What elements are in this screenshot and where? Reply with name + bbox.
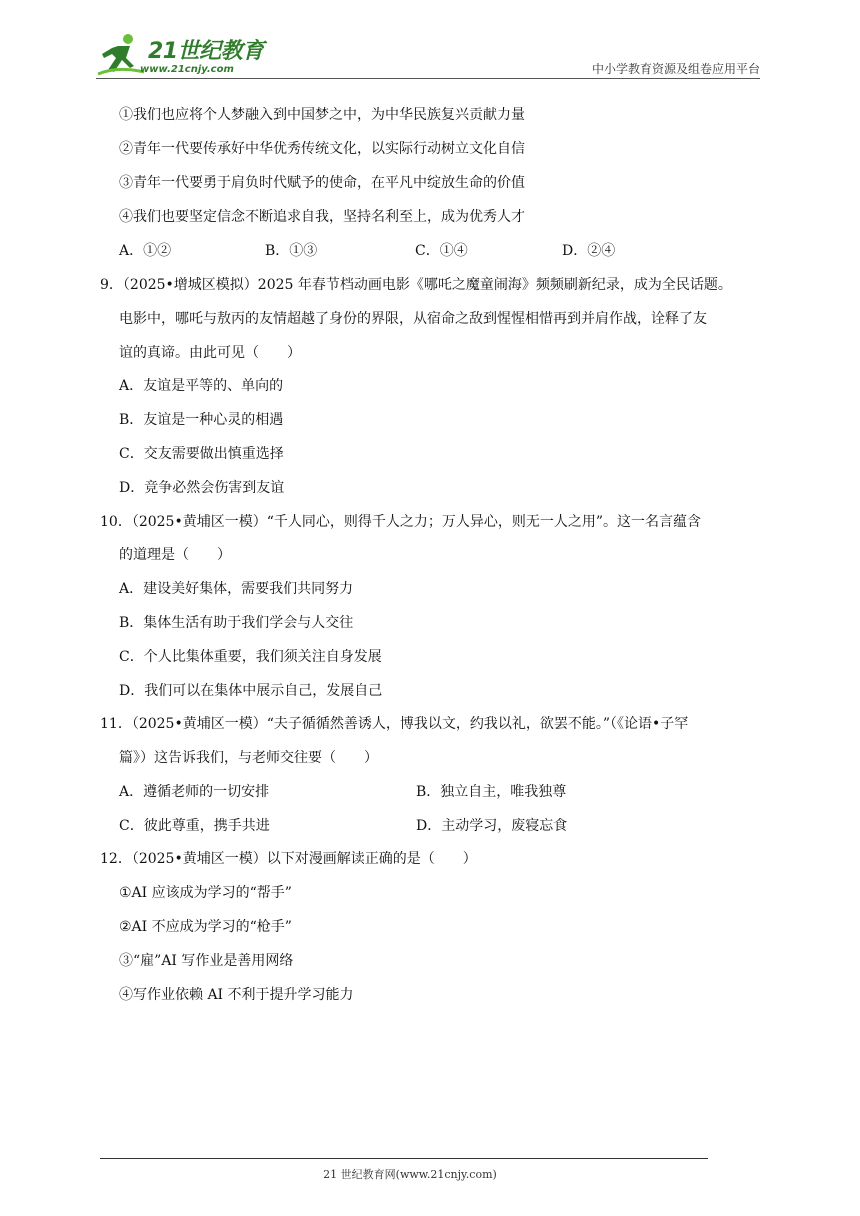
q12-statement-4: ④写作业依赖 AI 不利于提升学习能力 — [119, 987, 354, 1003]
q8-statement-1: ①我们也应将个人梦融入到中国梦之中，为中华民族复兴贡献力量 — [119, 107, 525, 123]
q8-option-d[interactable]: D．②④ — [562, 243, 616, 259]
footer-divider — [100, 1158, 708, 1159]
q8-option-b[interactable]: B．①③ — [265, 243, 318, 259]
q8-statement-3: ③青年一代要勇于肩负时代赋予的使命，在平凡中绽放生命的价值 — [119, 175, 525, 191]
platform-name: 中小学教育资源及组卷应用平台 — [591, 62, 760, 76]
q10-option-c[interactable]: C．个人比集体重要，我们须关注自身发展 — [119, 649, 382, 665]
q10-option-d[interactable]: D．我们可以在集体中展示自己，发展自己 — [119, 683, 383, 699]
header-divider — [96, 78, 760, 79]
q9-stem-line-3: 谊的真谛。由此可见（ ） — [119, 345, 301, 361]
q10-option-b[interactable]: B．集体生活有助于我们学会与人交往 — [119, 615, 354, 631]
q10-stem-line-2: 的道理是（ ） — [119, 547, 231, 563]
q11-option-a[interactable]: A．遵循老师的一切安排 — [119, 784, 270, 800]
site-logo — [96, 32, 266, 80]
q10-option-a[interactable]: A．建设美好集体，需要我们共同努力 — [119, 581, 354, 597]
q9-option-a[interactable]: A．友谊是平等的、单向的 — [119, 378, 284, 394]
q10-stem-line-1: 10．（2025•黄埔区一模）“千人同心，则得千人之力；万人异心，则无一人之用”。这一名言蕴含 — [100, 514, 702, 530]
q9-option-b[interactable]: B．友谊是一种心灵的相遇 — [119, 412, 284, 428]
q8-statement-4: ④我们也要坚定信念不断追求自我，坚持名利至上，成为优秀人才 — [119, 209, 525, 225]
q9-stem-line-1: 9．（2025•增城区模拟）2025 年春节档动画电影《哪吒之魔童闹海》频频刷新纪录，成为全民话题。 — [100, 277, 732, 293]
q11-stem-line-1: 11．（2025•黄埔区一模）“夫子循循然善诱人，博我以文，约我以礼，欲罢不能。”（《论语•子罕 — [100, 716, 689, 732]
page-header — [96, 28, 760, 80]
q9-stem-line-2: 电影中，哪吒与敖丙的友情超越了身份的界限，从宿命之敌到惺惺相惜再到并肩作战，诠释了友 — [119, 311, 707, 327]
q11-option-c[interactable]: C．彼此尊重，携手共进 — [119, 818, 270, 834]
q8-statement-2: ②青年一代要传承好中华优秀传统文化，以实际行动树立文化自信 — [119, 141, 525, 157]
q8-option-c[interactable]: C．①④ — [415, 243, 468, 259]
q12-stem-line-1: 12．（2025•黄埔区一模）以下对漫画解读正确的是（ ） — [100, 851, 477, 867]
q9-option-d[interactable]: D．竞争必然会伤害到友谊 — [119, 480, 285, 496]
footer-text: 21 世纪教育网(www.21cnjy.com) — [323, 1168, 497, 1181]
q9-option-c[interactable]: C．交友需要做出慎重选择 — [119, 446, 284, 462]
q12-statement-1: ①AI 应该成为学习的“帮手” — [119, 885, 292, 901]
page-footer — [0, 1166, 860, 1182]
q11-option-b[interactable]: B．独立自主，唯我独尊 — [416, 784, 567, 800]
q12-statement-2: ②AI 不应成为学习的“枪手” — [119, 919, 292, 935]
q11-stem-line-2: 篇》）这告诉我们，与老师交往要（ ） — [119, 750, 378, 766]
logo-url: www.21cnjy.com — [140, 64, 234, 75]
q11-option-d[interactable]: D．主动学习，废寝忘食 — [416, 818, 568, 834]
logo-text: 21世纪教育 — [148, 39, 264, 64]
q12-statement-3: ③“雇”AI 写作业是善用网络 — [119, 953, 294, 969]
q8-option-a[interactable]: A．①② — [119, 243, 172, 259]
